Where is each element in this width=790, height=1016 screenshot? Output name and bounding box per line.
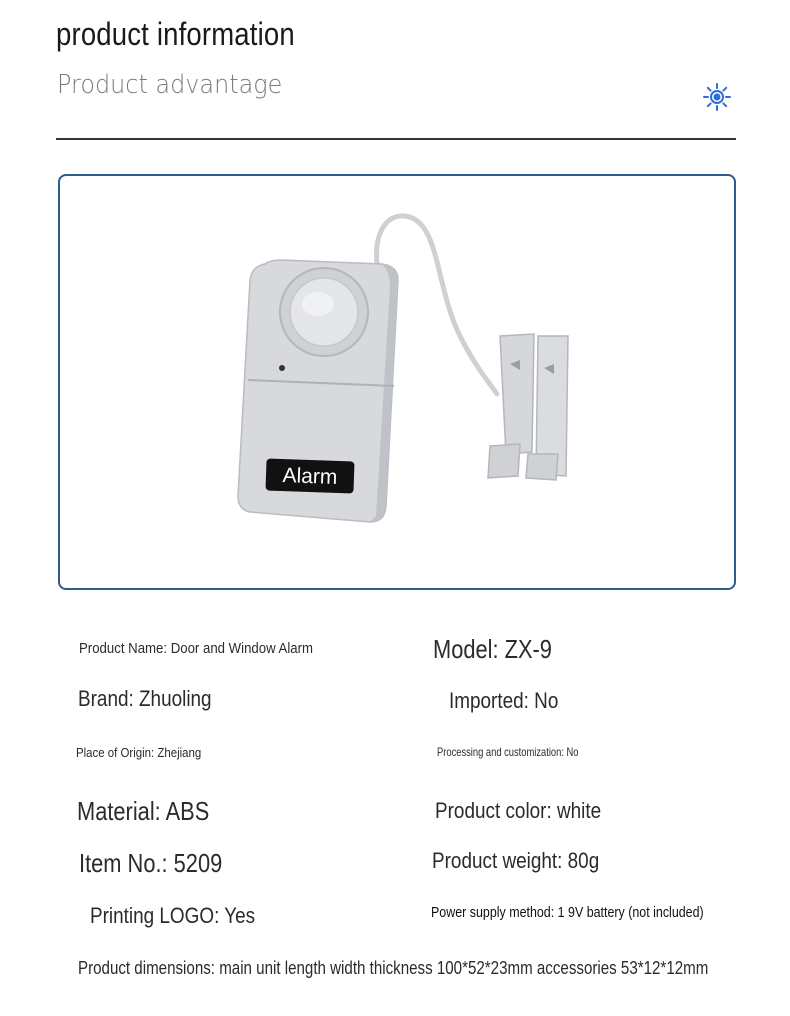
spec-processing: Processing and customization: No: [437, 745, 579, 759]
page-title: product information: [56, 16, 295, 52]
spec-product-color: Product color: white: [435, 798, 602, 823]
spec-product-name: Product Name: Door and Window Alarm: [79, 640, 314, 657]
product-image-frame: [58, 174, 736, 590]
spec-printing-logo: Printing LOGO: Yes: [90, 903, 256, 928]
spec-brand: Brand: Zhuoling: [78, 686, 212, 711]
spec-model: Model: ZX-9: [433, 634, 552, 664]
spec-product-weight: Product weight: 80g: [432, 848, 600, 873]
header-divider: [56, 138, 736, 140]
sun-icon: [702, 82, 732, 112]
spec-place-of-origin: Place of Origin: Zhejiang: [76, 745, 202, 760]
door-window-alarm-photo: [60, 176, 734, 588]
spec-item-no: Item No.: 5209: [79, 848, 223, 878]
spec-imported: Imported: No: [449, 688, 559, 713]
spec-dimensions: Product dimensions: main unit length width thickness 100*52*23mm accessories 53*12*12mm: [78, 958, 709, 978]
spec-power-supply: Power supply method: 1 9V battery (not included): [431, 904, 704, 921]
section-subtitle: Product advantage: [57, 70, 283, 100]
spec-material: Material: ABS: [77, 796, 210, 826]
alarm-label: Alarm: [282, 464, 338, 489]
